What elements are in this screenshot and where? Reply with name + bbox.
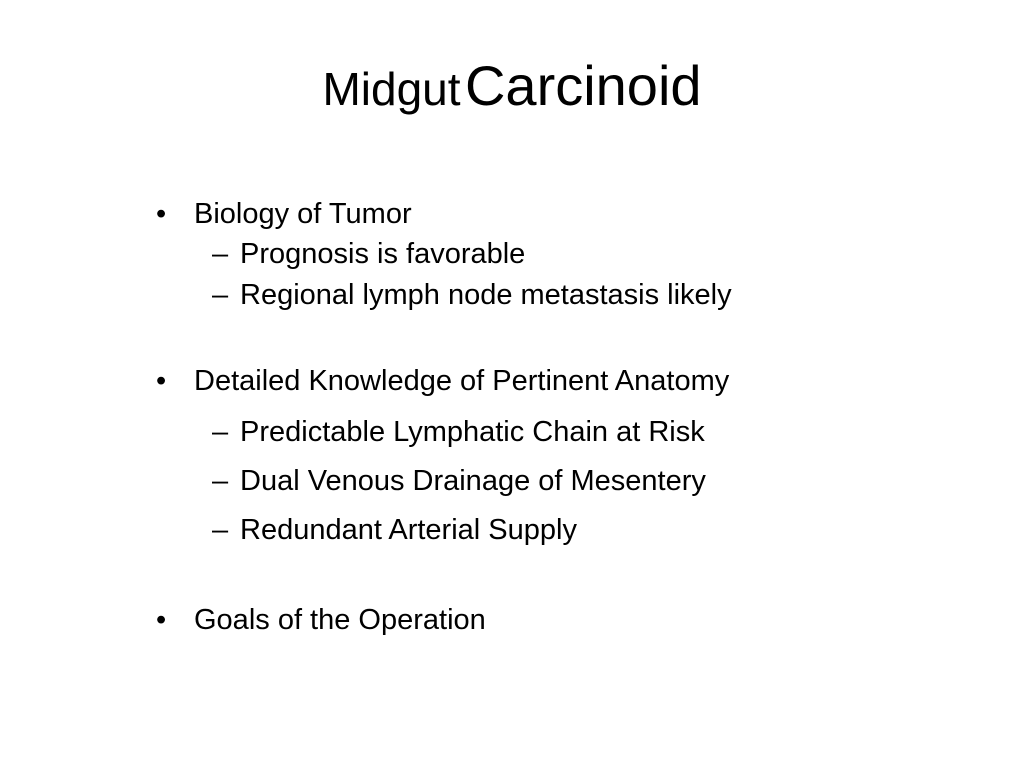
sub-bullet-marker: –	[212, 514, 229, 546]
sub-bullet-marker: –	[212, 279, 229, 311]
bullet-marker: •	[156, 198, 167, 230]
sub-bullet-text: Dual Venous Drainage of Mesentery	[240, 465, 706, 497]
sub-bullet-text: Redundant Arterial Supply	[240, 514, 577, 546]
bullet-goals	[156, 602, 916, 638]
slide-title	[0, 54, 1024, 117]
bullet-biology	[156, 196, 916, 232]
sub-bullet-arterial-supply	[156, 512, 916, 548]
sub-bullet-text: Regional lymph node metastasis likely	[240, 279, 732, 311]
bullet-text: Goals of the Operation	[194, 604, 486, 636]
title-part-2: Carcinoid	[464, 54, 702, 117]
bullet-text: Detailed Knowledge of Pertinent Anatomy	[194, 365, 730, 397]
slide-body	[156, 196, 916, 638]
bullet-marker: •	[156, 604, 167, 636]
sub-bullet-marker: –	[212, 416, 229, 448]
sub-bullet-text: Prognosis is favorable	[240, 238, 526, 270]
sub-bullet-marker: –	[212, 465, 229, 497]
sub-bullet-marker: –	[212, 238, 229, 270]
sub-bullet-text: Predictable Lymphatic Chain at Risk	[240, 416, 705, 448]
sub-bullet-prognosis	[156, 236, 916, 272]
title-part-1: Midgut	[322, 63, 461, 115]
sub-bullet-lymph-node	[156, 277, 916, 313]
bullet-text: Biology of Tumor	[194, 198, 412, 230]
bullet-marker: •	[156, 365, 167, 397]
sub-bullet-venous-drainage	[156, 463, 916, 499]
bullet-anatomy	[156, 363, 916, 399]
sub-bullet-lymphatic-chain	[156, 414, 916, 450]
